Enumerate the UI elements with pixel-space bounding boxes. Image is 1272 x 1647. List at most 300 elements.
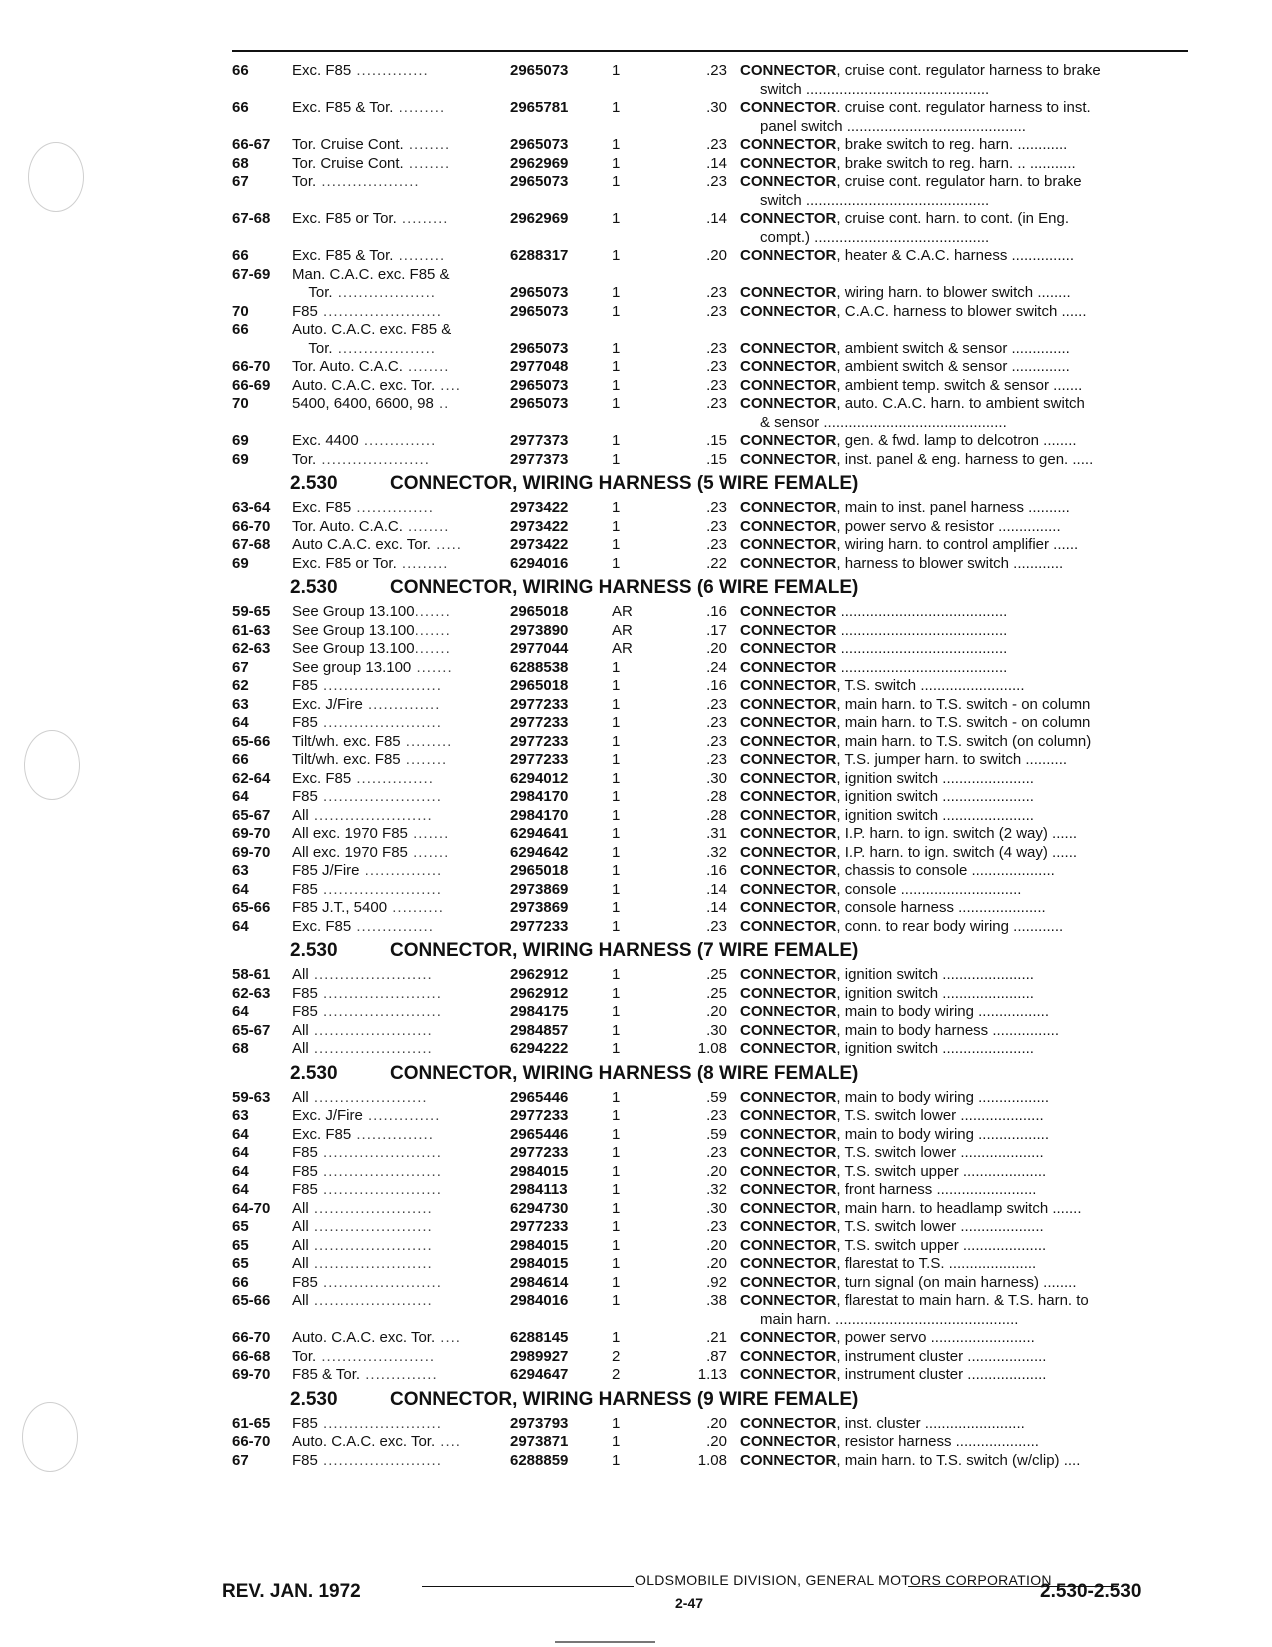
row-description [740, 340, 1190, 359]
row-description-text: , ignition switch ...................... [836, 984, 1034, 1002]
row-description-text: , main harn. to T.S. switch - on column [836, 714, 1091, 731]
row-description [740, 918, 1190, 937]
row-leader-dots: ........ [400, 751, 448, 768]
table-row [232, 155, 1188, 174]
row-year: 68 [232, 1040, 249, 1057]
section-heading [232, 469, 1188, 499]
row-application-text: All [292, 1199, 309, 1217]
row-year: 66-67 [232, 136, 271, 153]
row-description-continued: switch ............................................ [760, 191, 990, 209]
row-description [740, 432, 1190, 451]
row-application-text: Auto C.A.C. exc. Tor. [292, 536, 431, 553]
row-description-keyword: CONNECTOR [740, 1347, 837, 1365]
row-application [292, 518, 514, 537]
row-description-text: , I.P. harn. to ign. switch (2 way) ...... [836, 825, 1078, 842]
row-quantity: 1 [612, 714, 621, 731]
row-quantity: 1 [612, 843, 621, 861]
row-leader-dots: .............. [362, 695, 441, 713]
row-description-continued: switch ............................................ [760, 80, 990, 98]
row-application [292, 1329, 514, 1348]
row-quantity: 1 [612, 1273, 621, 1291]
row-price: .32 [706, 1181, 727, 1198]
row-application-text: F85 [292, 714, 318, 731]
row-price: .25 [706, 984, 727, 1002]
row-application-text: All [292, 806, 309, 824]
row-description [740, 451, 1190, 470]
row-price: .20 [706, 247, 727, 264]
row-year: 64 [232, 788, 249, 805]
punch-hole-top [28, 142, 84, 212]
row-year: 66-70 [232, 1329, 271, 1346]
row-year: 67-68 [232, 536, 271, 553]
row-description [740, 1218, 1190, 1237]
row-price: .31 [706, 825, 727, 842]
section-number: 2.530 [290, 940, 338, 961]
row-description-keyword: CONNECTOR [740, 1433, 837, 1450]
row-price: .23 [706, 695, 727, 713]
row-application-text: Tor. [292, 1347, 317, 1365]
row-quantity: 1 [612, 966, 621, 983]
row-leader-dots: ........ [403, 154, 451, 172]
row-year: 63 [232, 1107, 249, 1124]
row-description-keyword: CONNECTOR [740, 640, 837, 657]
row-application [292, 985, 514, 1004]
row-application [292, 1040, 514, 1059]
row-quantity: 1 [612, 1329, 621, 1346]
row-leader-dots: ......... [400, 732, 453, 750]
row-description [740, 1274, 1190, 1293]
row-leader-dots: ................... [332, 339, 436, 357]
row-price: .23 [706, 136, 727, 153]
row-description [740, 881, 1190, 900]
row-part-number: 2973422 [510, 536, 569, 553]
row-part-number: 2977373 [510, 432, 569, 449]
row-description [740, 99, 1190, 118]
table-row [232, 99, 1188, 136]
row-application [292, 266, 514, 285]
row-description-text: , ambient temp. switch & sensor ....... [836, 376, 1083, 394]
row-application-text: Tor. [292, 339, 333, 357]
row-year: 69 [232, 432, 249, 449]
parts-list [232, 58, 1188, 1470]
row-part-number: 2965073 [510, 284, 569, 301]
table-row [232, 432, 1188, 451]
row-description [740, 807, 1190, 826]
row-price: .20 [706, 1003, 727, 1020]
table-row [232, 321, 1188, 340]
row-description [740, 1415, 1190, 1434]
table-row [232, 266, 1188, 285]
row-description-keyword: CONNECTOR [740, 825, 837, 842]
row-year: 64 [232, 1125, 249, 1143]
row-application-text: Tor. [292, 173, 317, 190]
row-leader-dots: ....................... [317, 984, 442, 1002]
row-description [740, 862, 1190, 881]
row-application-text: Exc. F85 [292, 499, 352, 516]
row-quantity: 1 [612, 1255, 621, 1272]
row-price: .23 [706, 376, 727, 394]
row-application-text: F85 J/Fire [292, 862, 360, 879]
row-price: .22 [706, 554, 727, 572]
table-row [232, 1433, 1188, 1452]
row-description [740, 1089, 1190, 1108]
row-part-number: 2977233 [510, 917, 569, 935]
row-leader-dots: ....................... [317, 1273, 442, 1291]
row-application [292, 99, 514, 118]
row-description-keyword: CONNECTOR [740, 284, 837, 301]
row-description-text: , ignition switch ...................... [836, 769, 1034, 787]
table-row [232, 1022, 1188, 1041]
row-application-text: F85 [292, 1003, 318, 1020]
row-part-number: 2962912 [510, 966, 569, 983]
row-description-keyword: CONNECTOR [740, 302, 837, 320]
row-description-text: , T.S. switch lower .................... [836, 1107, 1044, 1124]
table-row [232, 377, 1188, 396]
row-description-keyword: CONNECTOR [740, 99, 837, 116]
row-application-text: All [292, 966, 309, 983]
row-quantity: 1 [612, 1162, 621, 1180]
row-quantity: 1 [612, 1003, 621, 1020]
footer-page-number: 2-47 [675, 1595, 704, 1611]
table-row [232, 62, 1188, 99]
row-leader-dots: ....................... [317, 1414, 442, 1432]
row-description-keyword: CONNECTOR [740, 376, 837, 394]
row-description-text: , main harn. to T.S. switch (on column) [836, 732, 1092, 750]
row-year: 67 [232, 1451, 249, 1469]
row-application [292, 696, 514, 715]
row-application-text: F85 [292, 1181, 318, 1198]
row-description-keyword: CONNECTOR [740, 1366, 837, 1383]
row-year: 65 [232, 1255, 249, 1272]
row-description-keyword: CONNECTOR [740, 769, 837, 787]
row-price: 1.08 [697, 1040, 727, 1057]
table-row [232, 918, 1188, 937]
row-quantity: 1 [612, 302, 621, 320]
row-leader-dots: ............... [359, 862, 443, 879]
row-year: 64 [232, 880, 249, 898]
row-quantity: 1 [612, 62, 621, 79]
section-heading [232, 573, 1188, 603]
row-year: 64 [232, 1181, 249, 1198]
row-application-text: See Group 13.100 [292, 621, 415, 639]
row-quantity: 1 [612, 154, 621, 172]
row-year: 65-66 [232, 1292, 271, 1309]
row-quantity: 1 [612, 677, 621, 694]
row-description-keyword: CONNECTOR [740, 62, 837, 79]
row-description-text: , wiring harn. to blower switch ........ [836, 284, 1071, 301]
row-description [740, 395, 1190, 414]
row-application-text: Exc. F85 [292, 62, 352, 79]
footer-revision: REV. JAN. 1972 [222, 1581, 361, 1602]
row-price: .20 [706, 1414, 727, 1432]
row-quantity: 1 [612, 136, 621, 153]
row-application [292, 499, 514, 518]
row-description [740, 1144, 1190, 1163]
row-year: 66 [232, 62, 249, 79]
row-price: 1.13 [697, 1366, 727, 1383]
row-quantity: 1 [612, 788, 621, 805]
row-leader-dots: ....................... [317, 1144, 442, 1161]
row-price: .23 [706, 517, 727, 535]
row-year: 66-70 [232, 1433, 271, 1450]
row-price: .16 [706, 603, 727, 620]
row-part-number: 2965073 [510, 173, 569, 190]
table-row [232, 844, 1188, 863]
table-row [232, 751, 1188, 770]
row-description-text: , T.S. switch lower .................... [836, 1218, 1044, 1235]
row-year: 67 [232, 173, 249, 190]
row-application [292, 432, 514, 451]
row-quantity: 1 [612, 769, 621, 787]
row-description-text: , T.S. jumper harn. to switch .......... [836, 751, 1068, 768]
row-description-keyword: CONNECTOR [740, 1021, 837, 1039]
row-leader-dots: ......... [393, 247, 446, 264]
row-price: .23 [706, 173, 727, 190]
row-application-text: All [292, 1088, 309, 1106]
row-price: .30 [706, 1021, 727, 1039]
row-description [740, 499, 1190, 518]
table-row [232, 340, 1188, 359]
row-part-number: 6294641 [510, 825, 569, 842]
row-description-continued: compt.) .......................................... [760, 228, 990, 246]
row-part-number: 2984015 [510, 1236, 569, 1254]
table-row [232, 284, 1188, 303]
row-description-keyword: CONNECTOR [740, 1451, 837, 1469]
row-application-text: Exc. F85 or Tor. [292, 210, 397, 227]
row-description-keyword: CONNECTOR [740, 136, 837, 153]
row-application-text: F85 [292, 1414, 318, 1432]
row-part-number: 2973869 [510, 880, 569, 898]
row-quantity: 1 [612, 751, 621, 768]
row-description-keyword: CONNECTOR [740, 247, 837, 264]
row-description-keyword: CONNECTOR [740, 984, 837, 1002]
top-rule [232, 50, 1188, 52]
row-description-keyword: CONNECTOR [740, 1107, 837, 1124]
row-description-text: , main harn. to T.S. switch - on column [836, 695, 1091, 713]
row-description-keyword: CONNECTOR [740, 358, 837, 375]
row-quantity: 1 [612, 658, 621, 676]
row-part-number: 2984015 [510, 1162, 569, 1180]
row-application-text: F85 [292, 302, 318, 320]
table-row [232, 1144, 1188, 1163]
row-application [292, 862, 514, 881]
row-description-text: , brake switch to reg. harn. ............ [836, 136, 1068, 153]
row-quantity: 1 [612, 825, 621, 842]
row-description [740, 377, 1190, 396]
row-year: 63 [232, 862, 249, 879]
row-leader-dots: ............... [351, 769, 434, 787]
row-part-number: 2984113 [510, 1181, 568, 1198]
row-price: .14 [706, 899, 727, 916]
table-row [232, 1329, 1188, 1348]
table-row [232, 825, 1188, 844]
row-part-number: 2984170 [510, 788, 569, 805]
row-year: 62-63 [232, 640, 271, 657]
row-description-keyword: CONNECTOR [740, 1414, 837, 1432]
row-application [292, 1433, 514, 1452]
row-price: .87 [706, 1347, 727, 1365]
row-description-keyword: CONNECTOR [740, 1003, 837, 1020]
row-description-continued: main harn. ............................................ [760, 1310, 1019, 1328]
row-description-text: , T.S. switch upper .................... [836, 1236, 1047, 1254]
row-description-text: ........................................ [836, 640, 1008, 657]
row-application [292, 1452, 514, 1471]
row-year: 64 [232, 1144, 249, 1161]
row-application-text: Exc. F85 [292, 769, 352, 787]
row-description-keyword: CONNECTOR [740, 1162, 837, 1180]
row-description-keyword: CONNECTOR [740, 917, 837, 935]
row-description-text: , flarestat to main harn. & T.S. harn. to [836, 1292, 1089, 1309]
row-part-number: 2984170 [510, 806, 569, 824]
row-year: 65-66 [232, 899, 271, 916]
table-row [232, 733, 1188, 752]
row-leader-dots: ....................... [308, 1021, 433, 1039]
row-description-text: , T.S. switch lower .................... [836, 1144, 1044, 1161]
row-year: 61-65 [232, 1414, 271, 1432]
row-description-text: , harness to blower switch ............ [836, 554, 1064, 572]
row-application-text: Exc. 4400 [292, 432, 359, 449]
row-application-text: Tor. [292, 450, 317, 468]
row-part-number: 2973871 [510, 1433, 569, 1450]
row-application-text: Tilt/wh. exc. F85 [292, 751, 401, 768]
row-application [292, 622, 514, 641]
row-leader-dots: ....................... [308, 806, 433, 824]
row-quantity: 1 [612, 376, 621, 394]
row-quantity: 1 [612, 1451, 621, 1469]
row-description-keyword: CONNECTOR [740, 751, 837, 768]
row-part-number: 6294730 [510, 1199, 569, 1217]
row-description [740, 751, 1190, 770]
row-part-number: 6294647 [510, 1366, 569, 1383]
row-description-keyword: CONNECTOR [740, 806, 837, 824]
row-description [740, 966, 1190, 985]
row-application-text: All [292, 1040, 309, 1057]
table-row [232, 1107, 1188, 1126]
row-description-text: , front harness ........................ [836, 1181, 1037, 1198]
row-part-number: 2977233 [510, 751, 569, 768]
row-application-text: F85 J.T., 5400 [292, 899, 388, 916]
table-row [232, 696, 1188, 715]
row-leader-dots: ....................... [317, 1162, 442, 1180]
table-row [232, 1348, 1188, 1367]
row-leader-dots: ....... [414, 621, 451, 639]
row-application-text: F85 [292, 677, 318, 694]
row-description-text: , console harness ..................... [836, 899, 1046, 916]
row-part-number: 6288859 [510, 1451, 569, 1469]
row-description-text: , ignition switch ...................... [836, 788, 1034, 805]
row-description-text: , ignition switch ...................... [836, 806, 1034, 824]
row-year: 65 [232, 1236, 249, 1254]
row-application [292, 155, 514, 174]
row-part-number: 2977233 [510, 695, 569, 713]
row-application [292, 536, 514, 555]
row-quantity: 1 [612, 1236, 621, 1254]
row-application-text: Exc. J/Fire [292, 1107, 363, 1124]
row-application [292, 1144, 514, 1163]
row-quantity: 1 [612, 1433, 621, 1450]
table-row [232, 677, 1188, 696]
row-year: 63-64 [232, 499, 271, 516]
row-description [740, 1433, 1190, 1452]
row-application [292, 303, 514, 322]
table-row [232, 518, 1188, 537]
row-quantity: 1 [612, 1088, 621, 1106]
row-application-text: Exc. F85 [292, 1125, 352, 1143]
row-leader-dots: ....................... [308, 1236, 433, 1254]
row-description-keyword: CONNECTOR [740, 339, 837, 357]
row-description-keyword: CONNECTOR [740, 1040, 837, 1057]
row-leader-dots: ....................... [308, 1255, 433, 1272]
row-part-number: 2965781 [510, 99, 569, 116]
row-part-number: 2989927 [510, 1347, 569, 1365]
row-description-text: , conn. to rear body wiring ............ [836, 917, 1064, 935]
row-description-text: , gen. & fwd. lamp to delcotron ........ [836, 432, 1077, 449]
row-description [740, 1040, 1190, 1059]
row-description [740, 985, 1190, 1004]
row-leader-dots: ....................... [317, 1181, 442, 1198]
bottom-edge-mark [555, 1641, 655, 1643]
row-leader-dots: ................... [316, 173, 420, 190]
row-price: .23 [706, 751, 727, 768]
row-description-keyword: CONNECTOR [740, 154, 837, 172]
table-row [232, 536, 1188, 555]
row-part-number: 2977048 [510, 358, 569, 375]
row-application [292, 284, 514, 303]
row-leader-dots: ....................... [317, 714, 442, 731]
row-year: 69-70 [232, 1366, 271, 1383]
row-description-keyword: CONNECTOR [740, 432, 837, 449]
row-description-text: , I.P. harn. to ign. switch (4 way) ...... [836, 843, 1078, 861]
row-description-text: , turn signal (on main harness) ........ [836, 1273, 1077, 1291]
row-application [292, 1181, 514, 1200]
row-description-keyword: CONNECTOR [740, 1292, 837, 1309]
row-price: .23 [706, 732, 727, 750]
row-application [292, 1274, 514, 1293]
punch-hole-middle [24, 730, 80, 800]
row-quantity: 1 [612, 395, 621, 412]
row-application [292, 555, 514, 574]
row-year: 62-64 [232, 769, 271, 787]
table-row [232, 1089, 1188, 1108]
row-description-text: , inst. cluster ........................ [836, 1414, 1025, 1432]
row-description-text: , power servo ......................... [836, 1329, 1035, 1346]
table-row [232, 1366, 1188, 1385]
row-description-keyword: CONNECTOR [740, 695, 837, 713]
row-description-keyword: CONNECTOR [740, 450, 837, 468]
row-description [740, 622, 1190, 641]
row-leader-dots: ....................... [317, 1003, 442, 1020]
row-part-number: 2965073 [510, 302, 569, 320]
row-description-text: ........................................ [836, 658, 1008, 676]
row-leader-dots: ....................... [308, 1218, 433, 1235]
table-row [232, 603, 1188, 622]
row-quantity: 1 [612, 880, 621, 898]
row-quantity: 1 [612, 1125, 621, 1143]
row-description-text: , resistor harness .................... [836, 1433, 1039, 1450]
table-row [232, 1218, 1188, 1237]
row-year: 66 [232, 321, 249, 338]
row-leader-dots: ....................... [317, 302, 442, 320]
row-description-text: , main to body wiring ................. [836, 1088, 1049, 1106]
row-quantity: 1 [612, 1181, 621, 1198]
row-price: .16 [706, 862, 727, 879]
row-leader-dots: ....................... [308, 1040, 433, 1057]
row-part-number: 2984015 [510, 1255, 569, 1272]
row-description [740, 714, 1190, 733]
row-price: .15 [706, 432, 727, 449]
row-leader-dots: ....................... [308, 1199, 433, 1217]
row-quantity: 1 [612, 1040, 621, 1057]
